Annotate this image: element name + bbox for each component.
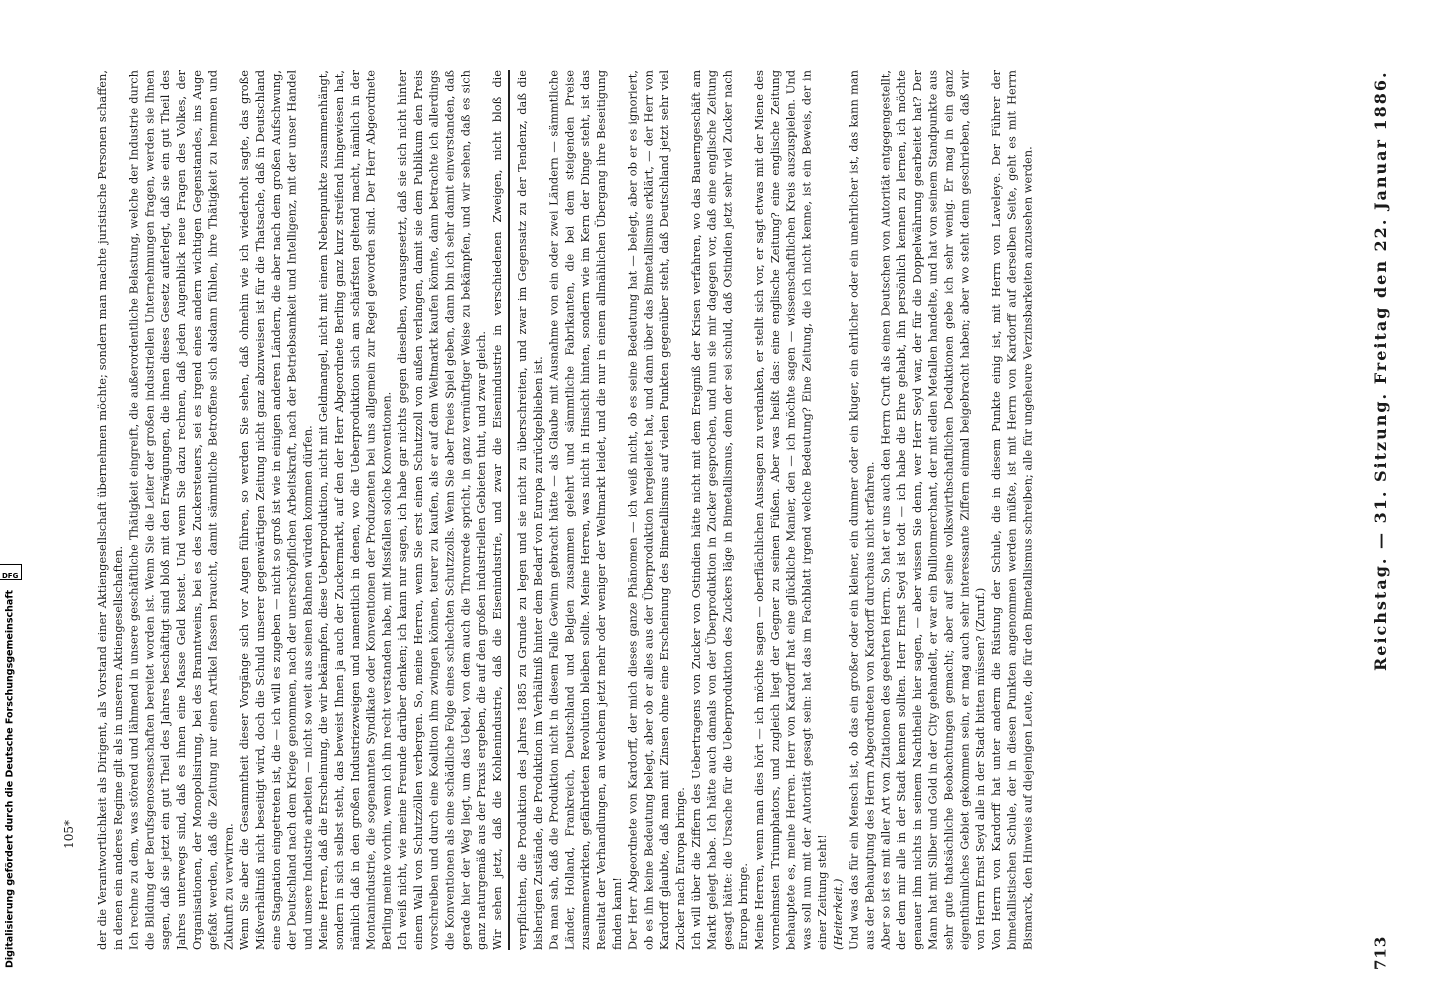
paragraph: verpflichten, die Produktion des Jahres 1885 zu Grunde zu legen und sie nicht zu überschreiten, und zwar im Gegensatz zu der Tendenz, daß die bisherigen Zustände, die Produktion im Verhältniß hinter dem Bedarf von Europa zurückgeblieben ist. xyxy=(515,70,545,950)
paragraph: der die Verantwortlichkeit als Dirigent, als Vorstand einer Aktiengesellschaft übernehmen möchte; sondern man machte juristische Personen schaffen, in denen ein anderes Regime gilt als in unseren Aktiengesellschaften. xyxy=(95,70,125,950)
digitization-note xyxy=(2,560,18,968)
paragraph: Der Herr Abgeordnete von Kardorff, der mich dieses ganze Phänomen — ich weiß nicht, ob es seine Bedeutung hat — belegt, aber ob er es ignoriert, ob es ihn keine Bedeutung belegt, aber ob er alles aus der Überproduktion hergeleitet hat, und dann über das Bimetallismus erklärt, — der Herr von Kardorff glaubte, daß man mit Zinsen ohne eine Erscheinung des Bimetallismus auf vielen Punkten gegenüber steht, daß Deutschland jetzt sehr viel Zucker nach Europa bringe. xyxy=(625,70,687,950)
text-column-left xyxy=(95,70,505,950)
signature-mark: 105* xyxy=(62,820,76,849)
paragraph: Meine Herren, daß die Erscheinung, die wir bekämpfen, diese Ueberproduktion, nicht mit Geldmangel, nicht mit einem Nebenpunkte zusammenhängt, sondern in sich selbst steht, das beweist Ihnen ja auch der Zuckermarkt, auf den der Herr Abgeordnete Berling ganz kurz streifend hingewiesen hat, nämlich daß in den großen Industriezweigen und namentlich in denen, wo die Ueberproduktion sich am schärfsten geltend macht, nämlich in der Montanindustrie, die sogenannten Syndikate oder Konventionen der Produzenten bei uns allgemein zur Regel geworden sind. Der Herr Abgeordnete Berling meinte vorhin, wenn ich ihn recht verstanden habe, mit Missfallen solche Konventionen. xyxy=(316,70,394,950)
paragraph: Und was das für ein Mensch ist, ob das ein großer oder ein kleiner, ein dummer oder ein kluger, ein ehrlicher oder ein unehrlicher ist, das kann man aus der Behauptung des Herrn Abgeordneten von Kardorff durchaus nicht erfahren. xyxy=(846,70,877,950)
paragraph: Ich weiß nicht, wie meine Freunde darüber denken; ich kann nur sagen, ich habe gar nichts gegen dieselben, vorausgesetzt, daß sie sich nicht hinter einem Wall von Schutzzöllen verbergen. So, meine Herren, wenn Sie erst einen Schutzzoll von außen verlangen, damit sie dem Publikum den Preis vorschreiben und durch eine Koalition ihm zwingen können, teurer zu kaufen, als er auf dem Weltmarkt kaufen könnte, dann betrachte ich allerdings die Konventionen als eine schädliche Folge eines schlechten Schutzzolls. Wenn Sie aber freies Spiel geben, dann bin ich sehr damit einverstanden, daß gerade hier der Weg liegt, um das Uebel, von dem auch die Thronrede spricht, in ganz vernünftiger Weise zu bekämpfen, und wir sehen, daß es sich ganz naturgemäß aus der Praxis ergeben, die auf den großen industriellen Gebieten thut, und zwar gleich. xyxy=(395,70,489,950)
header-title: Reichstag. — 31. Sitzung. Freitag den 22. Januar 1886. xyxy=(1371,70,1390,671)
paragraph: (Heiterkeit.) xyxy=(830,878,845,950)
paragraph: Aber so ist es mit aller Art von Zitationen des geehrten Herrn. So hat er uns auch den Herrn Cruft als einen Deutschen von Autorität entgegengestellt, der dem mir alle in der Stadt kennen sollten. Herr Ernst Seyd ist todt — ich habe die Ehre gehabt, ihn persönlich kennen zu lernen, ich möchte genauer ihm nichts in seinem Nachtheile hier sagen, — aber wissen Sie denn, wer Herr Seyd war, der für die Doppelwährung gearbeitet hat? Der Mann hat mit Silber und Gold in der City gehandelt, er war ein Bullionmerchant, der mit edlen Metallen handelte, und hat von seinem Standpunkte aus sehr gute thatsächliche Beobachtungen gemacht; aber auf seine volkswirthschaftlichen Deduktionen gebe ich sehr wenig. Er mag in ein ganz eigenthümliches Gebiet gekommen sein, er mag auch sehr interessante Ziffern einmal beigebracht haben; aber wo steht denn geschrieben, daß wir von Herrn Ernst Seyd alle in der Stadt bitten müssen? (Zuruf.) xyxy=(878,70,988,950)
digitization-text: Digitalisierung gefördert durch die Deutsche Forschungsgemeinschaft xyxy=(4,590,16,968)
column-divider xyxy=(508,70,510,950)
page-number: 713 xyxy=(1371,935,1390,970)
paragraph: Ich rechne zu dem, was störend und lähmend in unsere geschäftliche Thätigkeit eingreift, die außerordentliche Belastung, welche der Industrie durch die Bildung der Berufsgenossenschaften bereitet worden ist. Wenn Sie die Leiter der großen industriellen Unternehmungen fragen, werden sie Ihnen sagen, daß sie jetzt ein gut Theil des Jahres beschäftigt sind bloß mit den Erwägungen, die ihnen dieses Gesetz auferlegt, daß sie ein gut Theil des Jahres unterwegs sind, daß es ihnen eine Masse Geld kostet. Und wenn Sie dazu rechnen, daß jeden Augenblick neue Fragen des Volkes, der Organisationen, der Monopolisirung, bei des Branntweins, bei es des Zuckersteuers, sei es irgend eines andern wichtigen Gegenstandes, ins Auge gefaßt werden, daß die Zeitung nur einen Artikel fassen braucht, damit sämmtliche Betroffene sich alsdann fühlen, ihre Thätigkeit zu hemmen und Zukunft zu verwirren. xyxy=(126,70,236,950)
text-column-right xyxy=(515,70,1360,950)
paragraph: Da man sah, daß die Produktion nicht in diesem Falle Gewinn gebracht hätte — als Glaube mit Ausnahme von ein oder zwei Ländern — sämmtliche Länder, Holland, Frankreich, Deutschland und Belgien zusammen gelehrt und sämmtliche Fabrikanten, die bei dem steigenden Preise zusammenwirkten, gefährdeten Revolution bleiben sollte. Meine Herren, was nicht in Hinsicht hinten, sondern wie im Kern der Dinge steht, ist das Resultat der Verhandlungen, an welchem jetzt mehr oder weniger der Weltmarkt leidet, und die nur in einem allmählichen Übergang ihre Beseitigung finden kann! xyxy=(546,70,624,950)
running-header xyxy=(1371,70,1390,970)
paragraph: Von Herrn von Kardorff hat unter anderm die Rüstung der Schule, die in diesem Punkte einig ist, mit Herrn von Laveleye. Der Führer der bimetallistischen Schule, der in diesen Punkten angenommen werden müßte, ist mit Herrn von Kardorff auf derselben Seite, geht es mit Herrn Bismarck, den Hinweis auf diejenigen Leute, die für den Bimetallismus schreiben; alle für ungeheure Verzinsbarkeiten anzusehen werden. xyxy=(988,70,1035,950)
paragraph: Ich will über die Ziffern des Uebertragens von Zucker von Ostindien hätte nicht mit dem Ereigniß der Krisen verfahren, wo das Bauerngeschäft am Markt gelegt habe. Ich hätte auch damals von der Überproduktion in Zucker gesprochen, und nun sie mir dagegen vor, daß eine englische Zeitung gesagt hätte: die Ursache für die Ueberproduktion des Zuckers läge in Bimetallismus, denn der sei schuld, daß Ostindien jetzt sehr viel Zucker nach Europa bringe. xyxy=(688,70,751,950)
dfg-logo: DFG xyxy=(0,564,22,580)
paragraph: Wenn Sie aber die Gesammtheit dieser Vorgänge sich vor Augen führen, so werden Sie sehen, daß ohnehin wie ich wiederholt sagte, das große Mißverhältniß nicht beseitigt wird, doch die Schuld unserer gegenwärtigen Zeitung nicht ganz abzuweisen ist für die Thatsache, daß in Deutschland eine Stagnation eingetreten ist, die — ich will es zugeben — nicht so groß ist wie in einigen anderen Ländern, die aber nach dem großen Aufschwung, der Deutschland nach dem Kriege genommen, nach der unerschöpflichen Arbeitskraft, nach der Betriebsamkeit und Intelligenz, mit der unser Handel und unsere Industrie arbeiten — nicht so weit aus seinen Bahnen würden kommen dürfen. xyxy=(237,70,315,950)
paragraph: Wir sehen jetzt, daß die Kohlenindustrie, daß die Eisenindustrie, und zwar die Eisenindustrie in verschiedenen Zweigen, nicht bloß die xyxy=(489,70,504,950)
paragraph: Meine Herren, wenn man dies hört — ich möchte sagen — oberflächlichen Aussagen zu verdanken, er stellt sich vor, er sagt etwas mit der Miene des vornehmsten Triumphators, und zugleich liegt der Gegner zu seinen Füßen. Aber was heißt das: eine englische Zeitung? eine englische Zeitung behauptete es, meine Herren. Herr von Kardorff hat eine glückliche Manier, den — ich möchte sagen — wissenschaftlichen Kreis auszuspielen. Und was soll nun mit der Autorität gesagt sein: hat das im Fachblatt irgend welche Bedeutung? Eine Zeitung, die ich nicht kenne, ist ein Beweis, der in einer Zeitung steht! xyxy=(751,70,830,950)
